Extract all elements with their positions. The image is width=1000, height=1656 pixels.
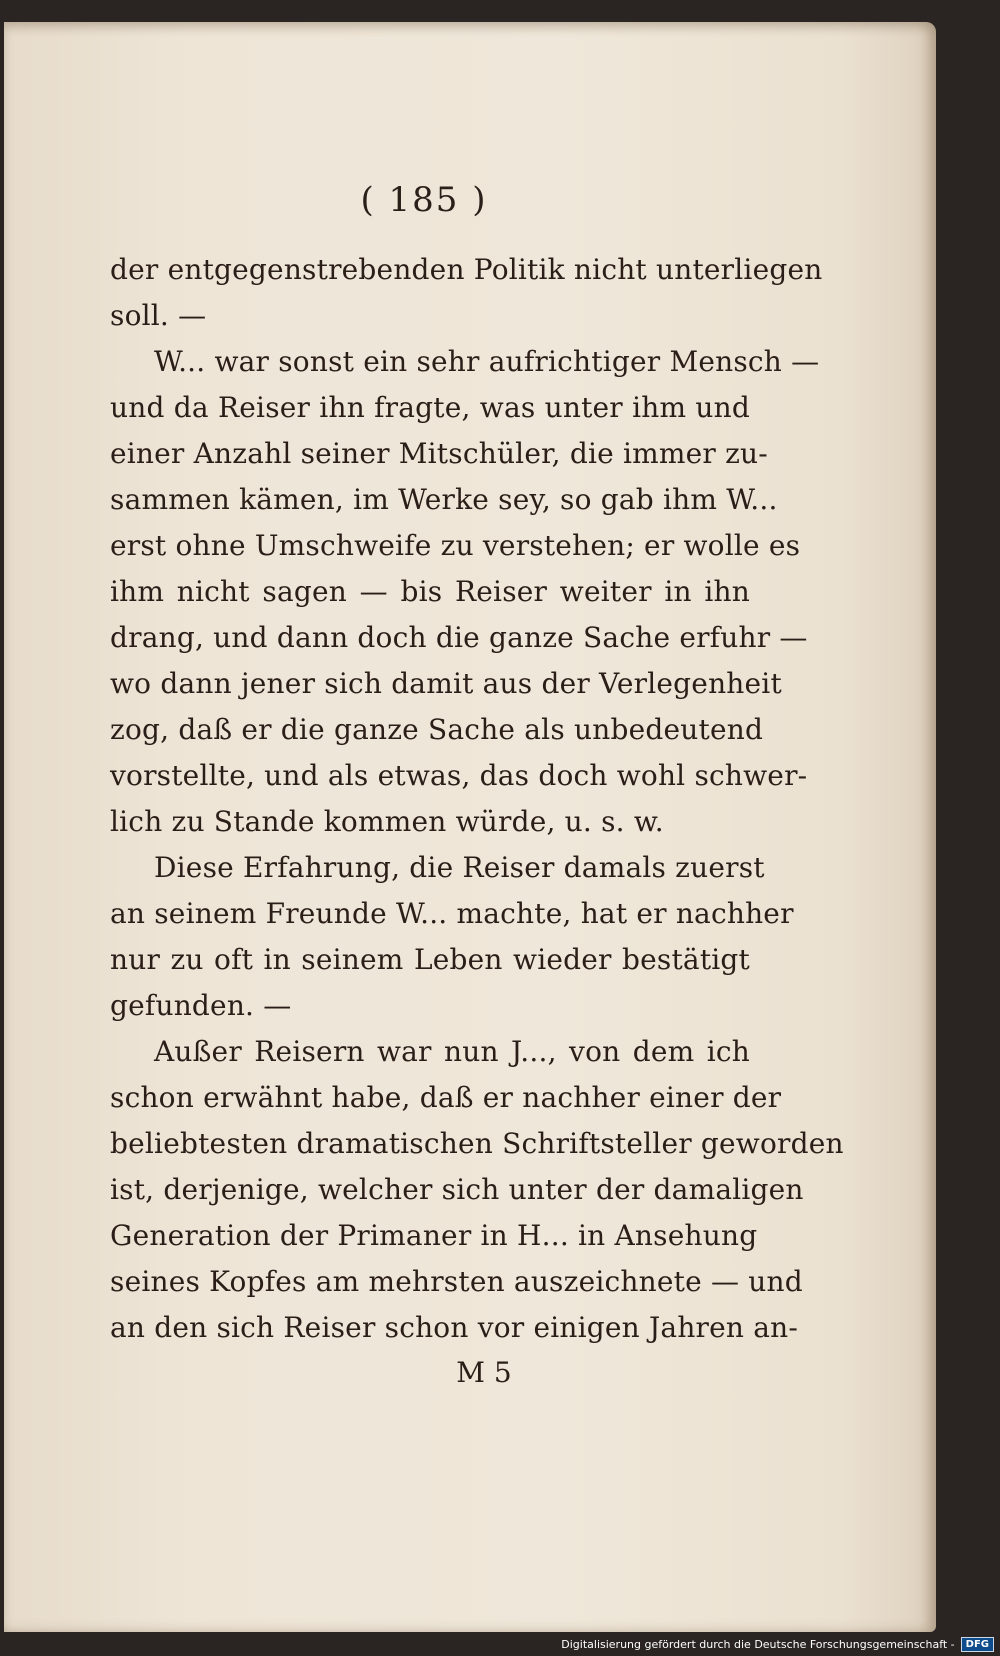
text-line: und da Reiser ihn fragte, was unter ihm und xyxy=(110,391,750,424)
text-line: schon erwähnt habe, daß er nachher einer der xyxy=(110,1081,782,1114)
text-line: gefunden. — xyxy=(110,989,292,1022)
text-line: drang, und dann doch die ganze Sache erfuhr — xyxy=(110,621,808,654)
text-line: wo dann jener sich damit aus der Verlegenheit xyxy=(110,667,782,700)
digitization-footer xyxy=(561,1634,994,1654)
text-line: zog, daß er die ganze Sache als unbedeutend xyxy=(110,713,764,746)
text-line: der entgegenstrebenden Politik nicht unterliegen xyxy=(110,253,823,286)
page-number: ( 185 ) xyxy=(360,180,488,220)
text-line: Außer Reisern war nun J..., von dem ich xyxy=(154,1035,750,1068)
text-line: einer Anzahl seiner Mitschüler, die immer zu- xyxy=(110,437,768,470)
text-line: seines Kopfes am mehrsten auszeichnete — und xyxy=(110,1265,803,1298)
text-line: beliebtesten dramatischen Schriftsteller geworden xyxy=(110,1127,844,1160)
footer-credit-text: Digitalisierung gefördert durch die Deutsche Forschungsgemeinschaft - xyxy=(561,1637,955,1651)
dfg-logo-icon: DFG xyxy=(961,1637,994,1652)
text-line: W... war sonst ein sehr aufrichtiger Mensch — xyxy=(154,345,820,378)
text-line: Generation der Primaner in H... in Ansehung xyxy=(110,1219,758,1252)
text-line: ist, derjenige, welcher sich unter der damaligen xyxy=(110,1173,804,1206)
text-line: sammen kämen, im Werke sey, so gab ihm W... xyxy=(110,483,778,516)
text-line: nur zu oft in seinem Leben wieder bestätigt xyxy=(110,943,750,976)
catchword: M 5 xyxy=(456,1356,512,1389)
text-line: soll. — xyxy=(110,299,207,332)
book-page xyxy=(4,22,936,1632)
text-line: lich zu Stande kommen würde, u. s. w. xyxy=(110,805,664,838)
text-line: ihm nicht sagen — bis Reiser weiter in ihn xyxy=(110,575,750,608)
body-text xyxy=(110,247,844,1351)
text-line: vorstellte, und als etwas, das doch wohl schwer- xyxy=(110,759,808,792)
text-line: erst ohne Umschweife zu verstehen; er wolle es xyxy=(110,529,801,562)
text-line: an den sich Reiser schon vor einigen Jahren an- xyxy=(110,1311,799,1344)
text-line: an seinem Freunde W... machte, hat er nachher xyxy=(110,897,794,930)
text-line: Diese Erfahrung, die Reiser damals zuerst xyxy=(154,851,765,884)
